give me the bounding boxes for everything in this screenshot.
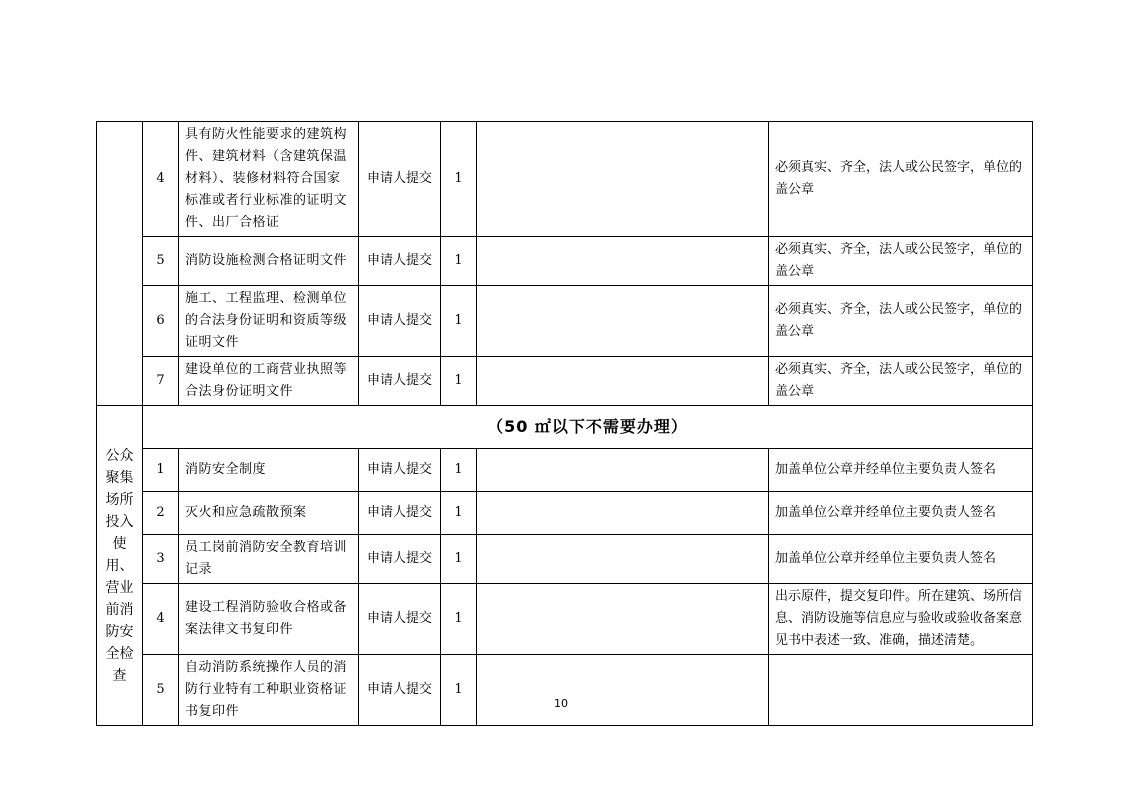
material-form [477, 535, 769, 584]
table-row [97, 655, 1033, 726]
table-row [97, 237, 1033, 286]
material-source: 申请人提交 [359, 655, 441, 726]
row-number: 7 [143, 357, 179, 406]
material-name: 自动消防系统操作人员的消防行业特有工种职业资格证书复印件 [179, 655, 359, 726]
material-source: 申请人提交 [359, 237, 441, 286]
material-form [477, 492, 769, 535]
table-row [97, 357, 1033, 406]
material-quantity: 1 [441, 122, 477, 237]
row-number: 1 [143, 449, 179, 492]
material-note: 必须真实、齐全，法人或公民签字，单位的盖公章 [769, 237, 1033, 286]
material-name: 消防设施检测合格证明文件 [179, 237, 359, 286]
material-quantity: 1 [441, 357, 477, 406]
category-cell-empty [97, 122, 143, 406]
material-form [477, 449, 769, 492]
material-source: 申请人提交 [359, 535, 441, 584]
table-row [97, 535, 1033, 584]
material-quantity: 1 [441, 237, 477, 286]
material-note: 加盖单位公章并经单位主要负责人签名 [769, 535, 1033, 584]
section-notice: （50 ㎡以下不需要办理） [143, 406, 1033, 449]
material-form [477, 655, 769, 726]
row-number: 3 [143, 535, 179, 584]
material-source: 申请人提交 [359, 492, 441, 535]
material-note: 必须真实、齐全，法人或公民签字，单位的盖公章 [769, 286, 1033, 357]
material-source: 申请人提交 [359, 584, 441, 655]
material-quantity: 1 [441, 584, 477, 655]
row-number: 4 [143, 122, 179, 237]
row-number: 2 [143, 492, 179, 535]
material-name: 建设单位的工商营业执照等合法身份证明文件 [179, 357, 359, 406]
material-quantity: 1 [441, 286, 477, 357]
material-form [477, 584, 769, 655]
material-quantity: 1 [441, 492, 477, 535]
material-source: 申请人提交 [359, 286, 441, 357]
table-row [97, 449, 1033, 492]
material-form [477, 286, 769, 357]
material-name: 施工、工程监理、检测单位的合法身份证明和资质等级证明文件 [179, 286, 359, 357]
material-source: 申请人提交 [359, 357, 441, 406]
row-number: 5 [143, 655, 179, 726]
table-row [97, 286, 1033, 357]
material-source: 申请人提交 [359, 449, 441, 492]
row-number: 6 [143, 286, 179, 357]
material-name: 消防安全制度 [179, 449, 359, 492]
material-note [769, 655, 1033, 726]
materials-table [96, 121, 1033, 726]
material-form [477, 357, 769, 406]
material-note: 必须真实、齐全，法人或公民签字，单位的盖公章 [769, 357, 1033, 406]
table-row [97, 584, 1033, 655]
material-note: 加盖单位公章并经单位主要负责人签名 [769, 449, 1033, 492]
material-name: 员工岗前消防安全教育培训记录 [179, 535, 359, 584]
material-note: 加盖单位公章并经单位主要负责人签名 [769, 492, 1033, 535]
material-quantity: 1 [441, 449, 477, 492]
material-name: 建设工程消防验收合格或备案法律文书复印件 [179, 584, 359, 655]
row-number: 5 [143, 237, 179, 286]
table-row [97, 122, 1033, 237]
table-row [97, 492, 1033, 535]
material-name: 具有防火性能要求的建筑构件、建筑材料（含建筑保温材料）、装修材料符合国家标准或者行业标准的证明文件、出厂合格证 [179, 122, 359, 237]
material-quantity: 1 [441, 535, 477, 584]
table-row [97, 406, 1033, 449]
material-form [477, 237, 769, 286]
material-form [477, 122, 769, 237]
category-cell: 公众聚集场所投入使用、营业前消防安全检查 [97, 406, 143, 726]
material-name: 灭火和应急疏散预案 [179, 492, 359, 535]
page-number: 10 [554, 697, 568, 710]
material-note: 出示原件，提交复印件。所在建筑、场所信息、消防设施等信息应与验收或验收备案意见书中表述一致、准确，描述清楚。 [769, 584, 1033, 655]
row-number: 4 [143, 584, 179, 655]
material-note: 必须真实、齐全，法人或公民签字，单位的盖公章 [769, 122, 1033, 237]
material-source: 申请人提交 [359, 122, 441, 237]
material-quantity: 1 [441, 655, 477, 726]
